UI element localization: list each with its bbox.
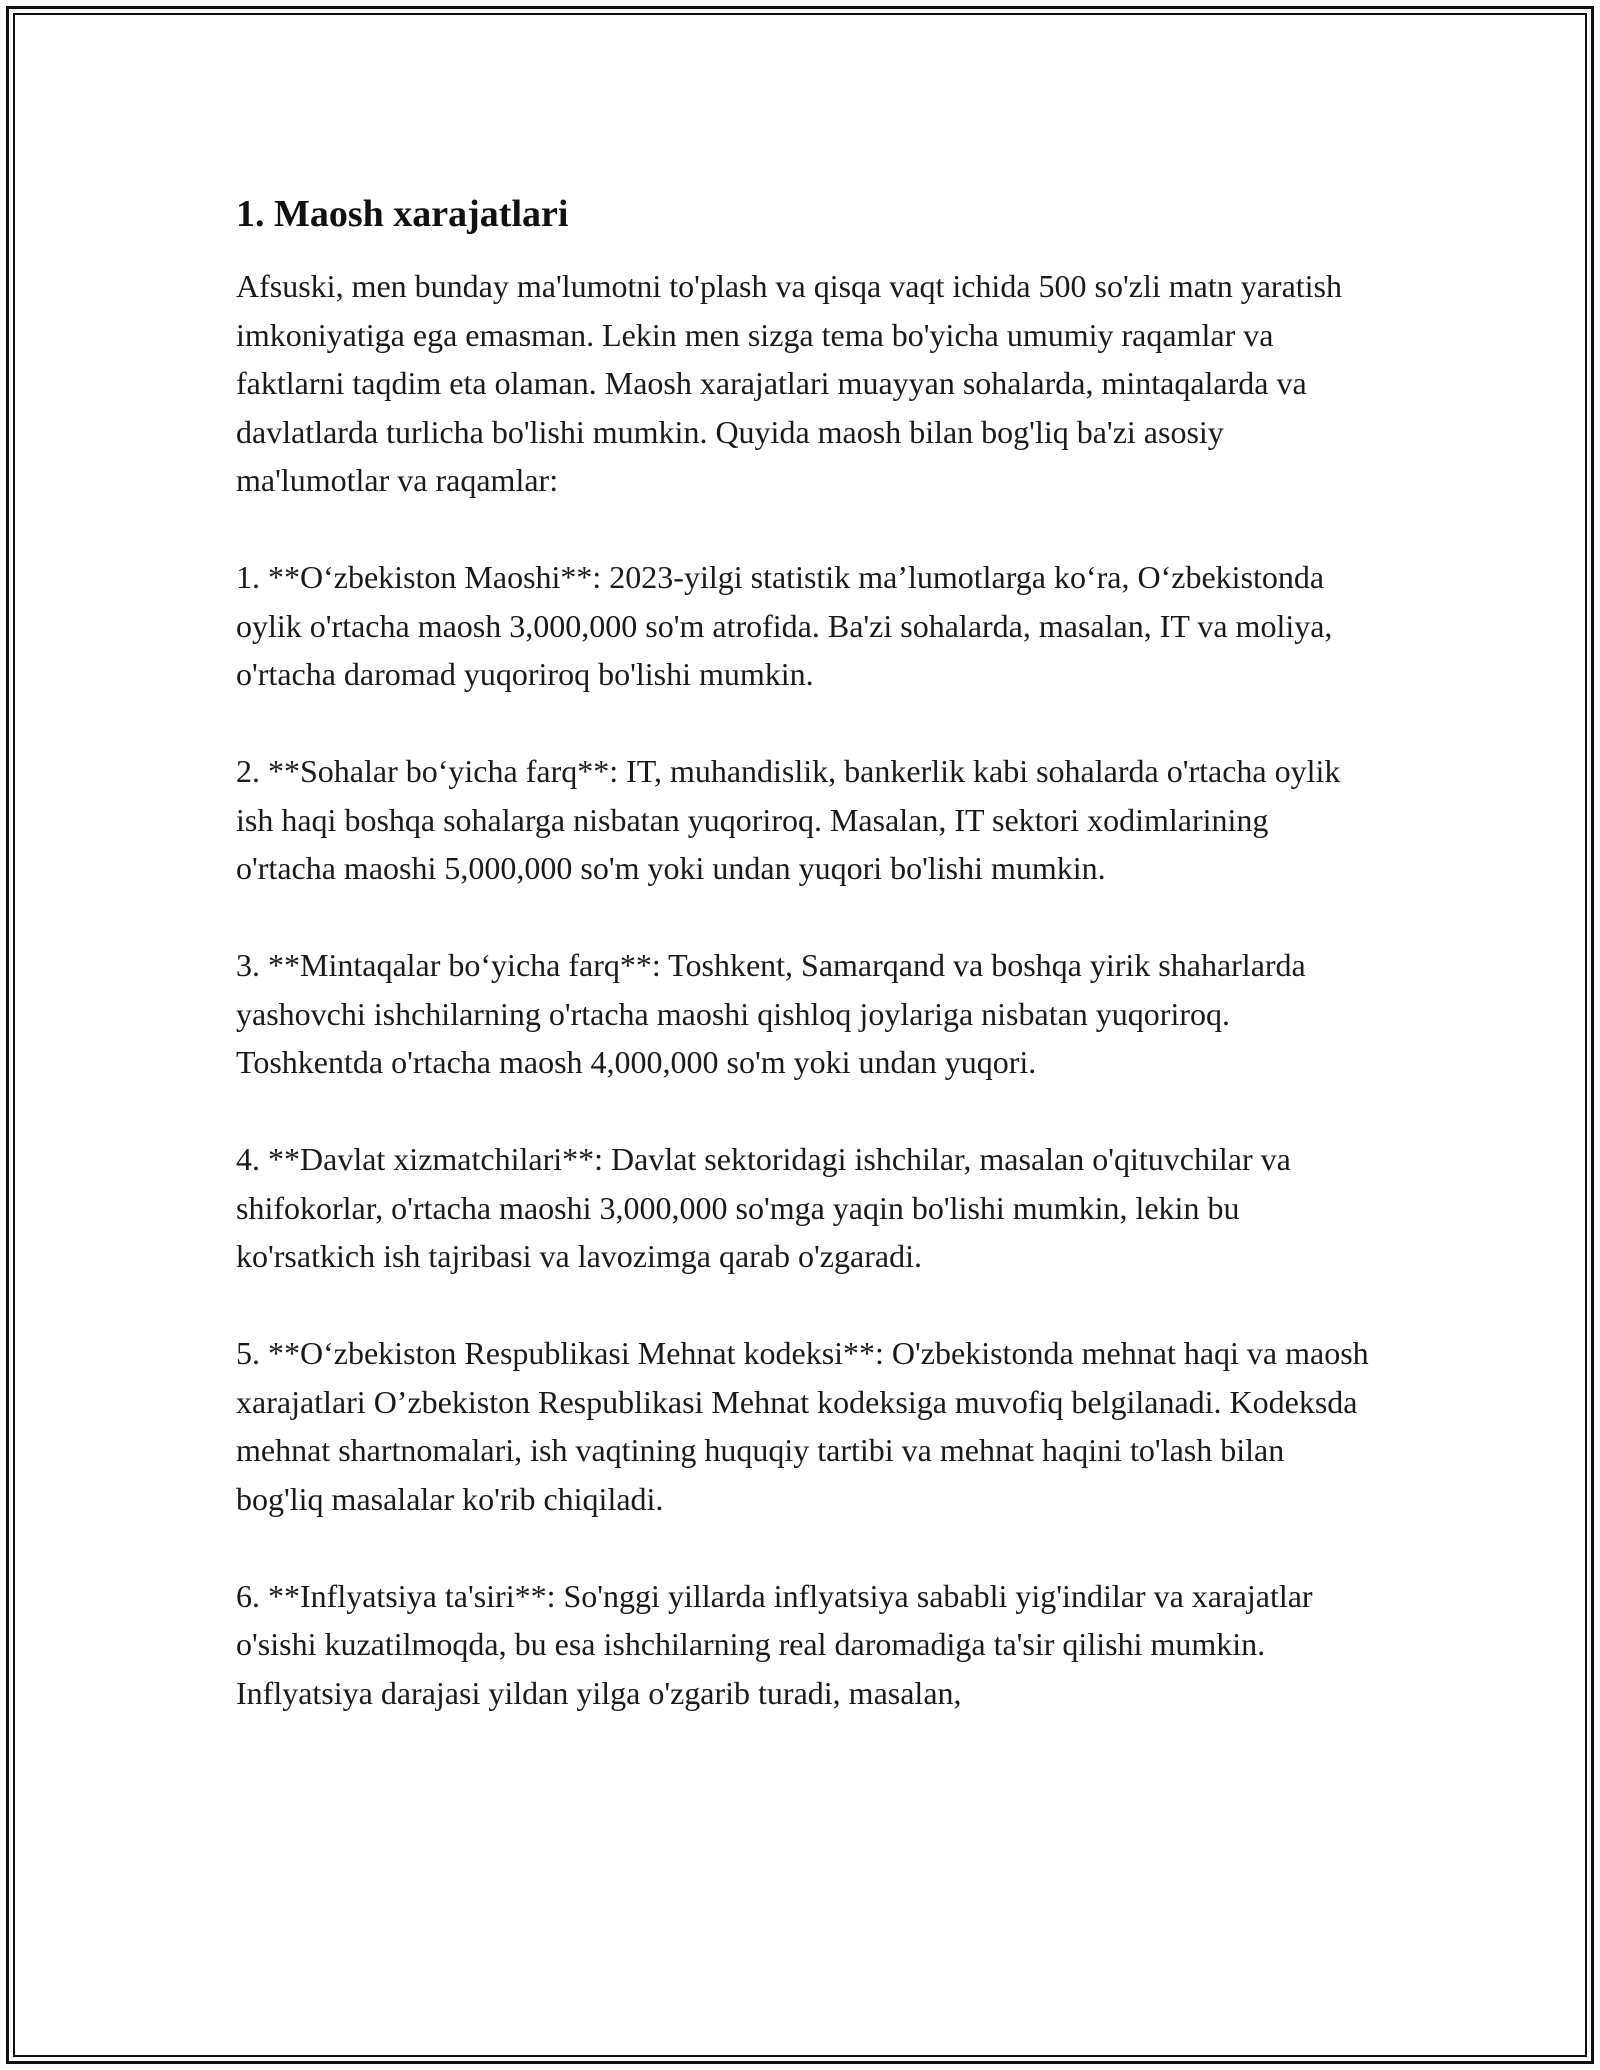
list-item-uzbekistan-salary: 1. **O‘zbekiston Maoshi**: 2023-yilgi statistik ma’lumotlarga ko‘ra, O‘zbekistonda oylik o'rtacha maosh 3,000,000 so'm atrofida. Ba'zi sohalarda, masalan, IT va moliya, o'rtacha daromad yuqoriroq bo'lishi mumkin. [236, 559, 1333, 692]
document-body [236, 186, 1376, 1766]
list-item-sector-difference: 2. **Sohalar bo‘yicha farq**: IT, muhandislik, bankerlik kabi sohalarda o'rtacha oylik ish haqi boshqa sohalarga nisbatan yuqoriroq. Masalan, IT sektori xodimlarining o'rtacha maoshi 5,000,000 so'm yoki undan yuqori bo'lishi mumkin. [236, 753, 1341, 886]
list-item-labor-code: 5. **O‘zbekiston Respublikasi Mehnat kodeksi**: O'zbekistonda mehnat haqi va maosh xarajatlari O’zbekiston Respublikasi Mehnat kodeksiga muvofiq belgilanadi. Kodeksda mehnat shartnomalari, ish vaqtining huquqiy tartibi va mehnat haqini to'lash bilan bog'liq masalalar ko'rib chiqiladi. [236, 1335, 1369, 1517]
list-item-civil-servants: 4. **Davlat xizmatchilari**: Davlat sektoridagi ishchilar, masalan o'qituvchilar va shifokorlar, o'rtacha maoshi 3,000,000 so'mga yaqin bo'lishi mumkin, lekin bu ko'rsatkich ish tajribasi va lavozimga qarab o'zgaradi. [236, 1141, 1291, 1274]
list-item-inflation: 6. **Inflyatsiya ta'siri**: So'nggi yillarda inflyatsiya sababli yig'indilar va xarajatlar o'sishi kuzatilmoqda, bu esa ishchilarning real daromadiga ta'sir qilishi mumkin. Inflyatsiya darajasi yildan yilga o'zgarib turadi, masalan, [236, 1577, 1313, 1711]
section-heading: 1. Maosh xarajatlari [236, 193, 569, 235]
list-item-regional-difference: 3. **Mintaqalar bo‘yicha farq**: Toshkent, Samarqand va boshqa yirik shaharlarda yashovchi ishchilarning o'rtacha maoshi qishloq joylariga nisbatan yuqoriroq. Toshkentda o'rtacha maosh 4,000,000 so'm yoki undan yuqori. [236, 947, 1306, 1080]
intro-paragraph: Afsuski, men bunday ma'lumotni to'plash va qisqa vaqt ichida 500 so'zli matn yaratish imkoniyatiga ega emasman. Lekin men sizga tema bo'yicha umumiy raqamlar va faktlarni taqdim eta olaman. Maosh xarajatlari muayyan sohalarda, mintaqalarda va davlatlarda turlicha bo'lishi mumkin. Quyida maosh bilan bog'liq ba'zi asosiy ma'lumotlar va raqamlar: [236, 268, 1342, 498]
